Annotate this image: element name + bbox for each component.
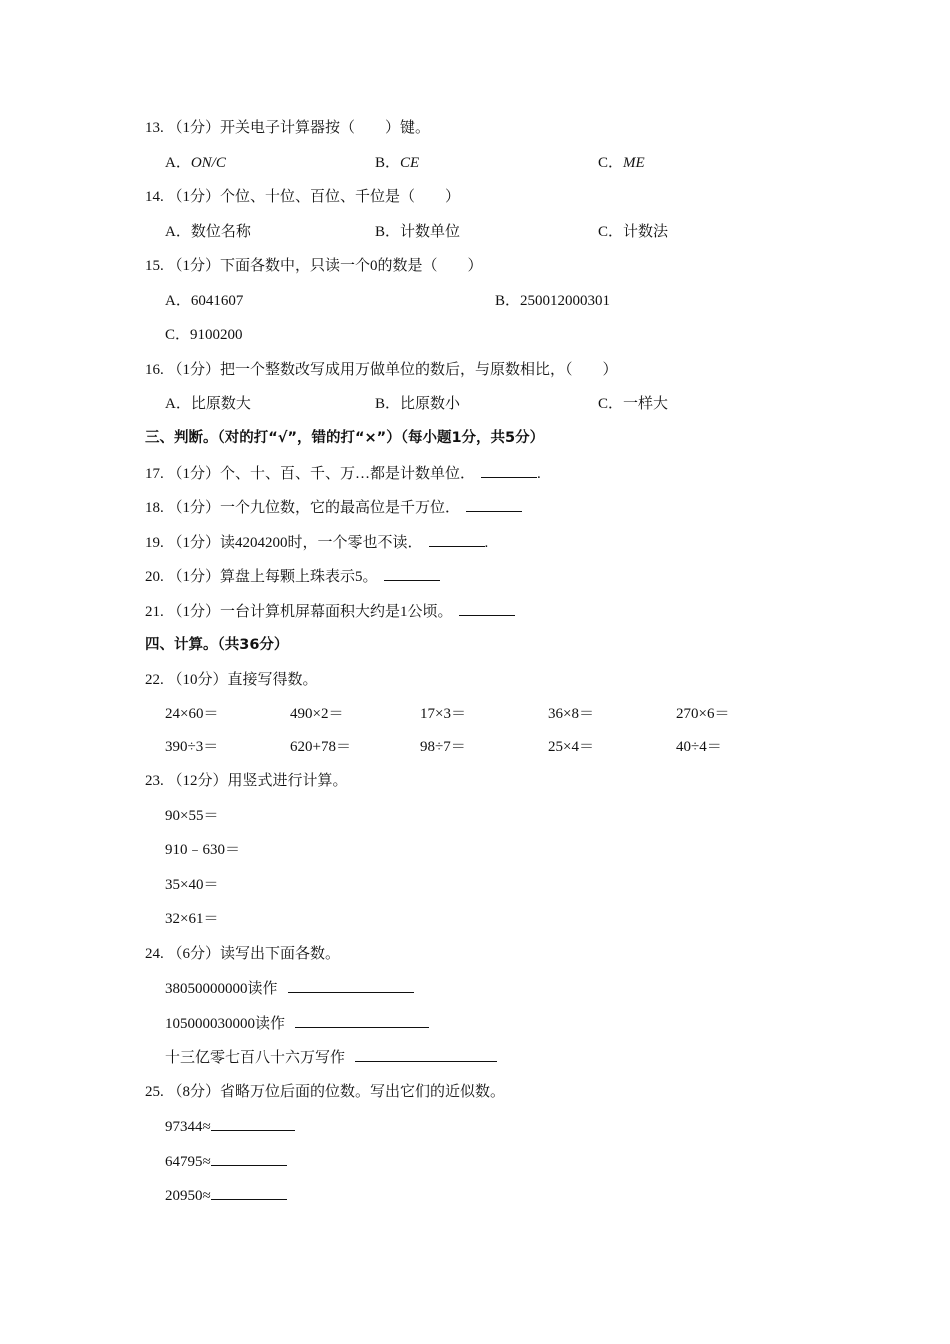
option-text: ME: [623, 155, 645, 171]
calc-item: 390÷3＝: [165, 739, 219, 755]
vertical-calc-item: 910﹣630＝: [165, 842, 241, 858]
vertical-calc-item: 35×40＝: [165, 877, 219, 893]
question-16: 16. （1分）把一个整数改写成用万做单位的数后，与原数相比，（ ）: [145, 362, 618, 378]
answer-blank[interactable]: [481, 463, 537, 478]
answer-blank[interactable]: [211, 1185, 287, 1200]
question-23: 23. （12分）用竖式进行计算。: [145, 773, 348, 789]
read-write-item: [165, 978, 414, 999]
question-15: 15. （1分）下面各数中，只读一个0的数是（ ）: [145, 258, 483, 274]
question-text: 17. （1分）个、十、百、千、万…都是计数单位．: [145, 466, 476, 482]
answer-blank[interactable]: [288, 978, 414, 993]
calc-item: 17×3＝: [420, 706, 466, 722]
question-20: [145, 566, 440, 587]
q16-option-c[interactable]: C．一样大: [598, 396, 669, 412]
answer-blank[interactable]: [355, 1047, 497, 1062]
question-22: 22. （10分）直接写得数。: [145, 672, 318, 688]
calc-item: 98÷7＝: [420, 739, 466, 755]
answer-blank[interactable]: [295, 1013, 429, 1028]
question-text: 18. （1分）一个九位数，它的最高位是千万位．: [145, 500, 461, 516]
calc-item: 25×4＝: [548, 739, 594, 755]
question-21: [145, 601, 515, 622]
answer-blank[interactable]: [466, 497, 522, 512]
calc-item: 270×6＝: [676, 706, 730, 722]
trailing-period: .: [484, 535, 489, 551]
question-text: 21. （1分）一台计算机屏幕面积大约是1公顷。: [145, 604, 453, 620]
q13-option-c[interactable]: [598, 153, 645, 173]
q16-option-b[interactable]: B．比原数小: [375, 396, 461, 412]
q15-option-b[interactable]: B．250012000301: [495, 293, 611, 309]
read-write-item: [165, 1013, 429, 1034]
vertical-calc-item: 90×55＝: [165, 808, 219, 824]
option-text: CE: [400, 155, 420, 171]
calc-item: 40÷4＝: [676, 739, 722, 755]
read-write-item: [165, 1047, 497, 1068]
approx-item: [165, 1116, 295, 1137]
question-14: 14. （1分）个位、十位、百位、千位是（ ）: [145, 189, 461, 205]
answer-blank[interactable]: [384, 566, 440, 581]
section-3-heading: 三、判断。（对的打“√”，错的打“×”）（每小题1分，共5分）: [145, 430, 545, 446]
approx-item: [165, 1151, 287, 1172]
q14-option-b[interactable]: B．计数单位: [375, 224, 461, 240]
option-letter: B．: [375, 155, 401, 171]
question-text: 19. （1分）读4204200时，一个零也不读．: [145, 535, 423, 551]
answer-blank[interactable]: [211, 1151, 287, 1166]
calc-item: 24×60＝: [165, 706, 219, 722]
q15-option-a[interactable]: A．6041607: [165, 293, 244, 309]
calc-item: 620+78＝: [290, 739, 351, 755]
answer-blank[interactable]: [211, 1116, 295, 1131]
answer-blank[interactable]: [459, 601, 515, 616]
answer-blank[interactable]: [429, 532, 485, 547]
question-13: 13. （1分）开关电子计算器按（ ）键。: [145, 120, 431, 136]
item-text: 105000030000读作: [165, 1016, 286, 1032]
item-text: 20950≈: [165, 1188, 211, 1204]
section-4-heading: 四、计算。（共36分）: [145, 637, 289, 653]
item-text: 64795≈: [165, 1154, 211, 1170]
item-text: 97344≈: [165, 1119, 211, 1135]
item-text: 十三亿零七百八十六万写作: [165, 1050, 346, 1066]
q13-option-b[interactable]: [375, 153, 419, 173]
approx-item: [165, 1185, 287, 1206]
question-18: [145, 497, 522, 518]
calc-item: 36×8＝: [548, 706, 594, 722]
question-text: 20. （1分）算盘上每颗上珠表示5。: [145, 569, 378, 585]
question-25: 25. （8分）省略万位后面的位数。写出它们的近似数。: [145, 1084, 506, 1100]
option-text: ON/C: [190, 155, 226, 171]
question-19: [145, 532, 488, 553]
vertical-calc-item: 32×61＝: [165, 911, 219, 927]
q13-option-a[interactable]: [165, 153, 226, 173]
q15-option-c[interactable]: C．9100200: [165, 327, 243, 343]
q16-option-a[interactable]: A．比原数大: [165, 396, 251, 412]
question-17: [145, 463, 541, 484]
q14-option-a[interactable]: A．数位名称: [165, 224, 251, 240]
trailing-period: .: [537, 466, 541, 482]
item-text: 38050000000读作: [165, 981, 278, 997]
question-24: 24. （6分）读写出下面各数。: [145, 946, 341, 962]
calc-item: 490×2＝: [290, 706, 344, 722]
option-letter: C．: [598, 155, 624, 171]
option-letter: A．: [165, 155, 191, 171]
q14-option-c[interactable]: C．计数法: [598, 224, 669, 240]
